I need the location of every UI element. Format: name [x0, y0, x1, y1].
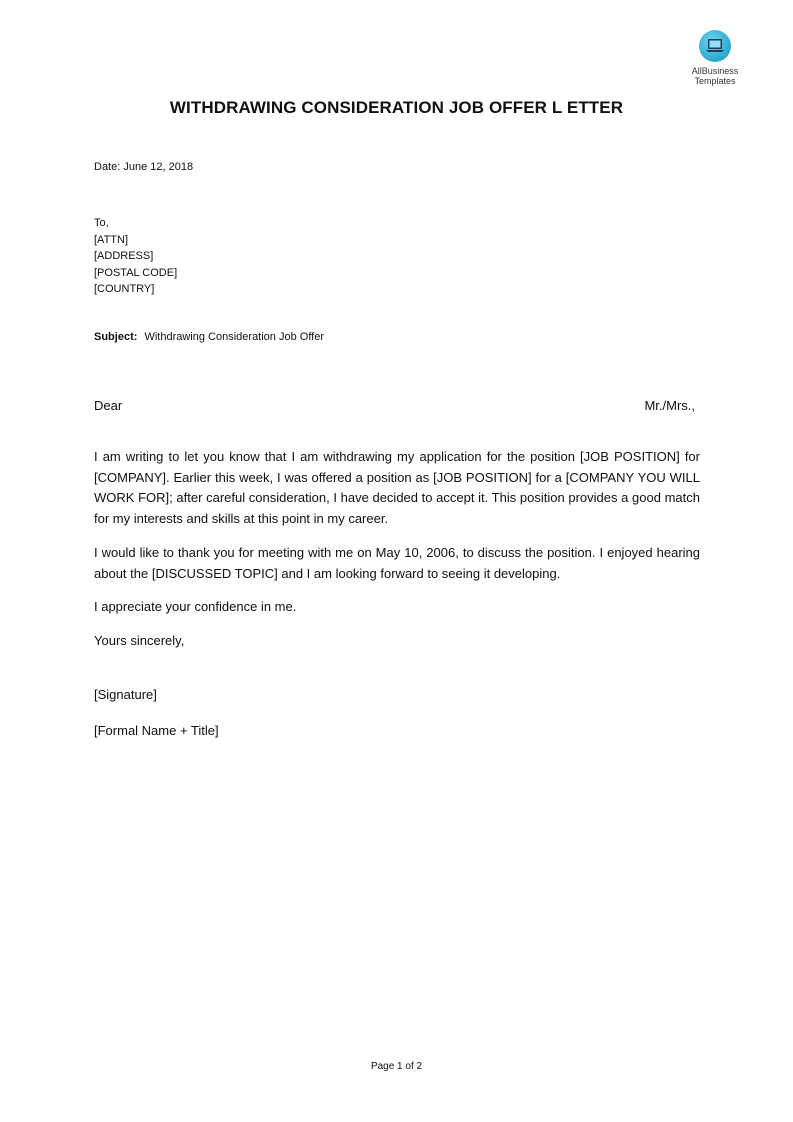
recipient-attn: [ATTN]	[94, 233, 129, 246]
recipient-postal-code: [POSTAL CODE]	[94, 266, 178, 279]
body-paragraph: I appreciate your confidence in me.	[94, 599, 297, 614]
recipient-country: [COUNTRY]	[94, 283, 155, 295]
recipient-to: To,	[94, 217, 109, 229]
formal-name-placeholder: [Formal Name + Title]	[94, 723, 219, 738]
logo-text-line1: AllBusiness	[691, 66, 739, 76]
salutation-title: Mr./Mrs.,	[644, 398, 695, 413]
page-footer: Page 1 of 2	[370, 1061, 423, 1072]
recipient-block	[94, 215, 177, 298]
body-paragraph: I would like to thank you for meeting with me on May 10, 2006, to discuss the position. I enjoyed hearing about the [DISCUSSED TOPIC] and I am looking forward to seeing it developing.	[94, 545, 700, 581]
signature-placeholder: [Signature]	[94, 687, 157, 702]
logo-text-line2: Templates	[694, 76, 736, 86]
salutation-dear: Dear	[94, 398, 123, 413]
body-paragraph: I am writing to let you know that I am withdrawing my application for the position [JOB POSITION] for [COMPANY]. Earlier this week, I was offered a position as [JOB POSITION] for a [COMPANY YOU WILL WORK FOR]; after careful consideration, I have decided to accept it. This position provides a good match for my interests and skills at this point in my career.	[94, 449, 700, 526]
subject-line	[94, 329, 324, 346]
recipient-address: [ADDRESS]	[94, 250, 154, 262]
subject-text: Withdrawing Consideration Job Offer	[144, 331, 325, 343]
laptop-icon	[699, 30, 731, 62]
subject-label: Subject:	[94, 331, 138, 343]
letter-date: Date: June 12, 2018	[94, 161, 194, 173]
page-title: WITHDRAWING CONSIDERATION JOB OFFER L ETTER	[169, 98, 624, 117]
closing: Yours sincerely,	[94, 633, 185, 648]
company-logo	[684, 30, 746, 86]
